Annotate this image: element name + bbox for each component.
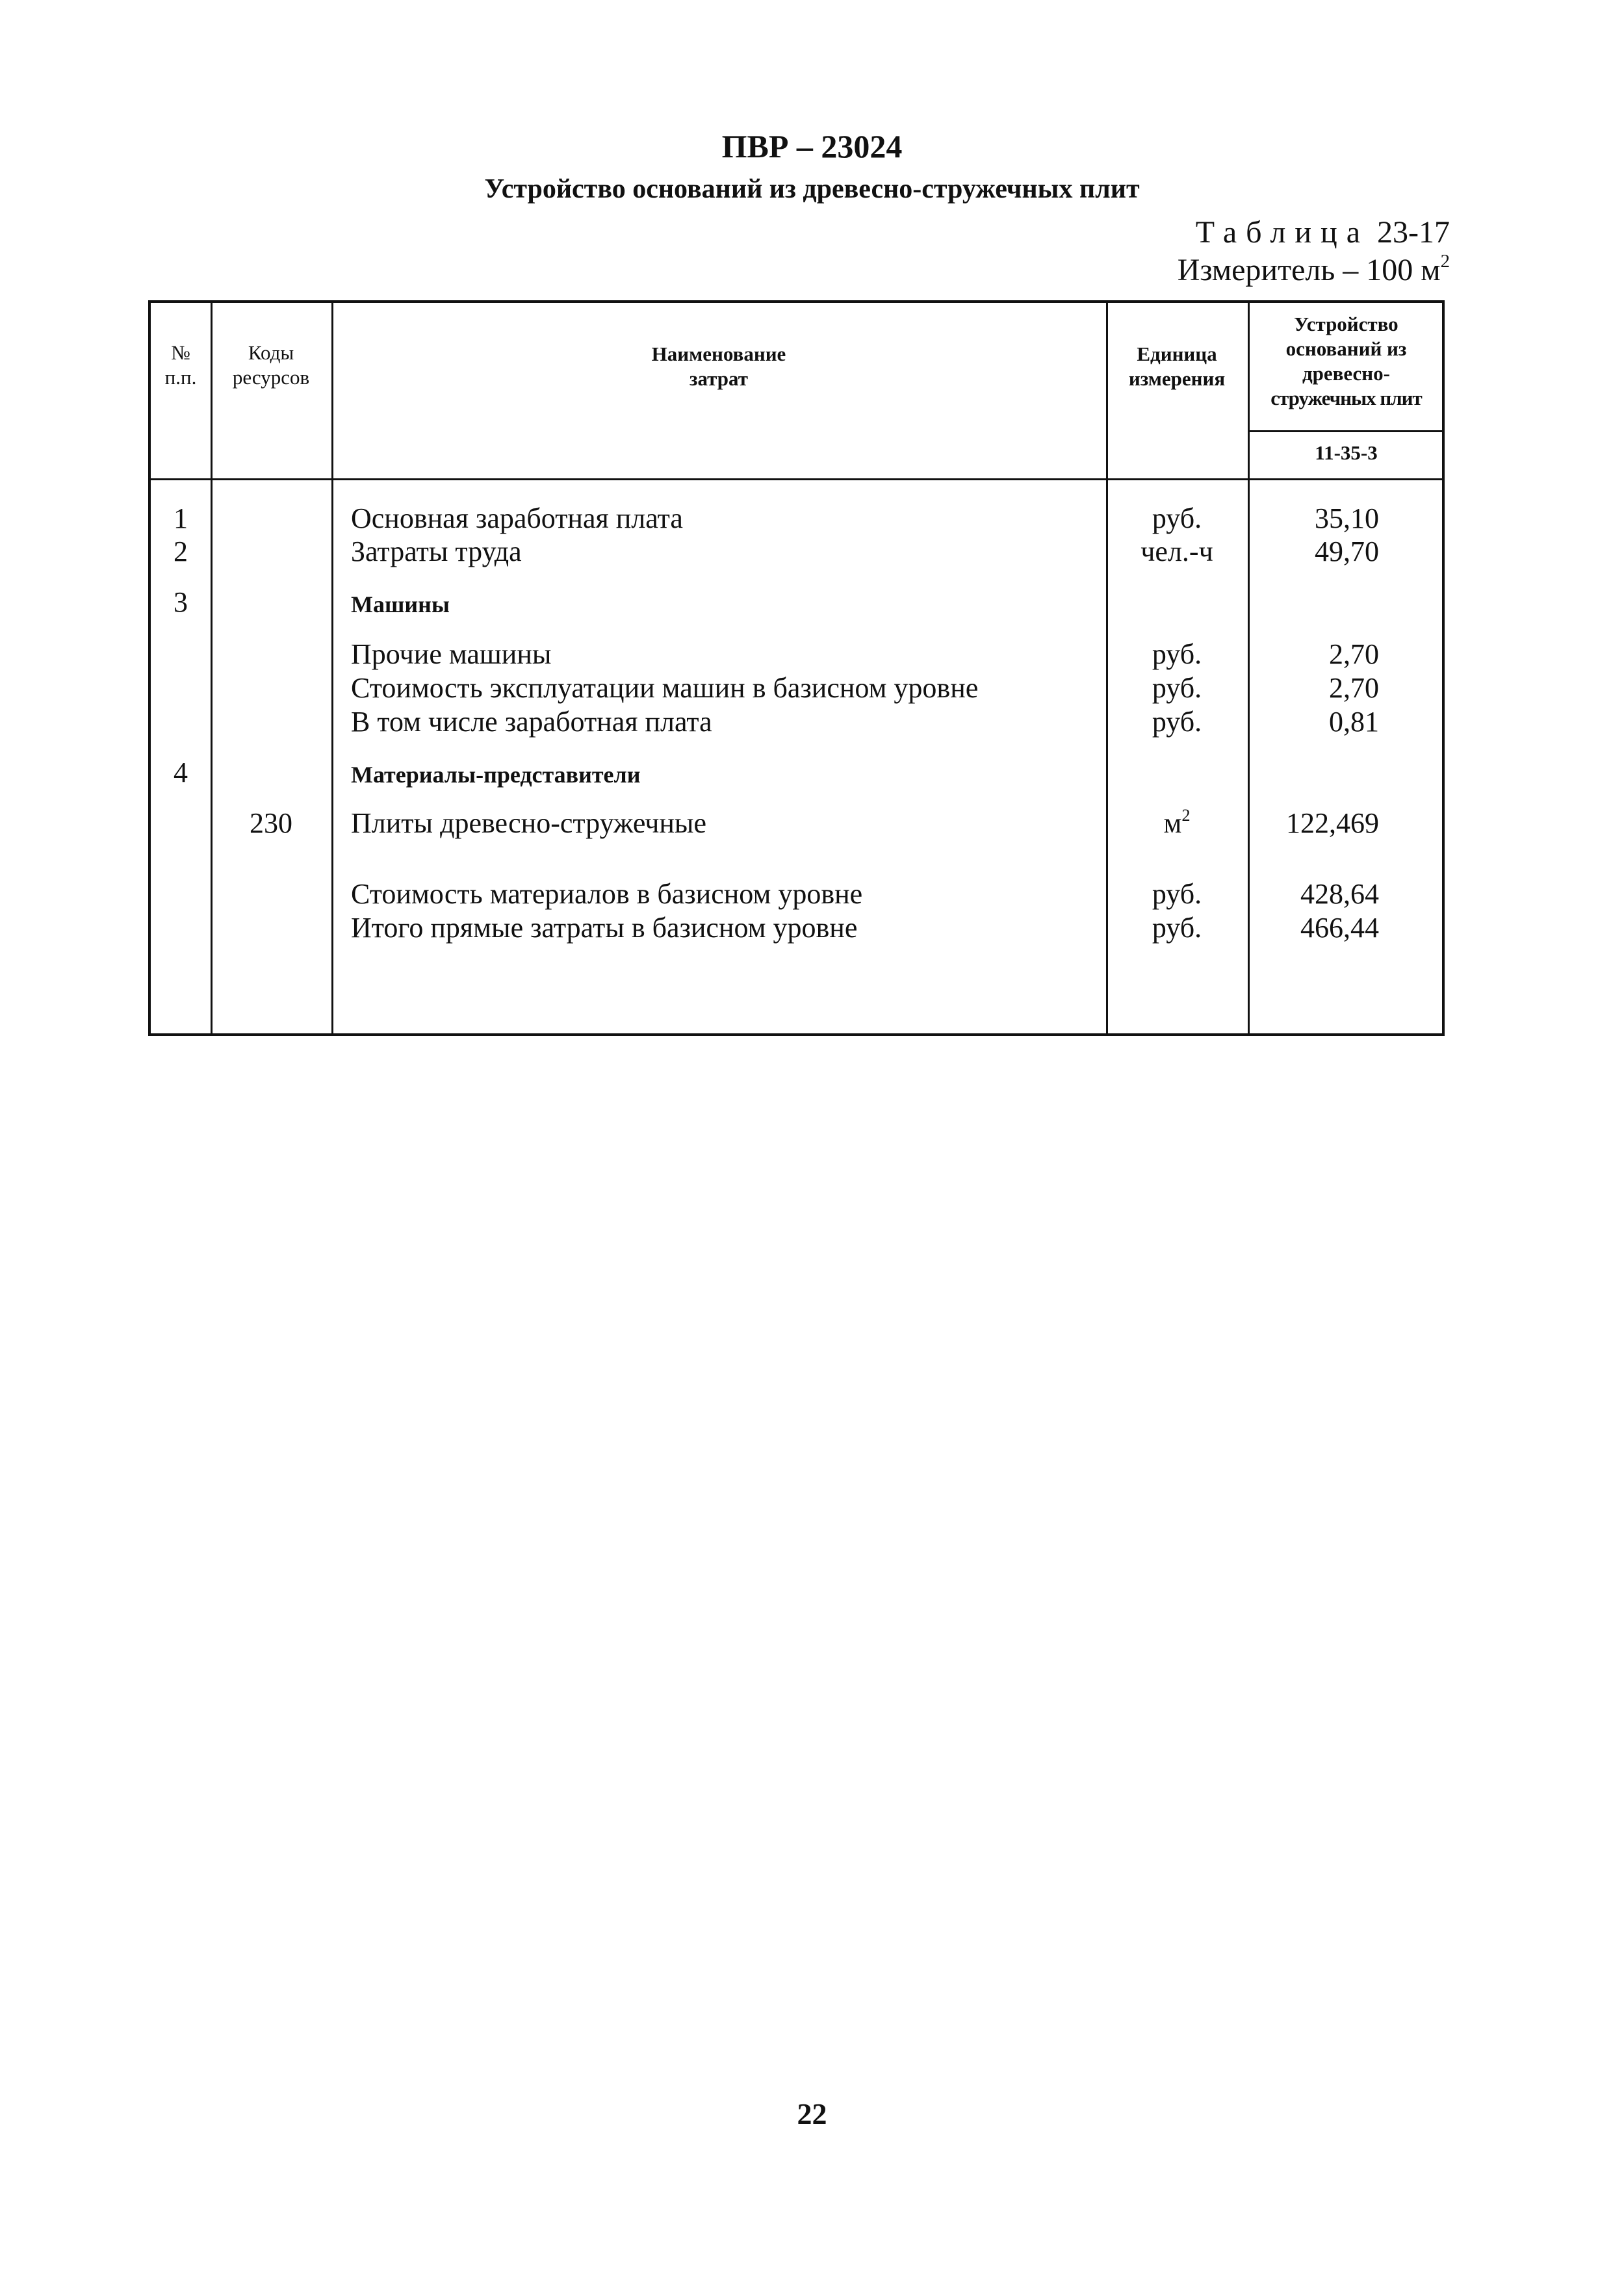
row-machine-wage-unit: руб.: [1152, 706, 1202, 738]
header-codes-line1: Коды: [248, 341, 294, 364]
row-machine-wage-value: 0,81: [1329, 706, 1379, 738]
page-number: 22: [797, 2097, 827, 2130]
header-name-line2: затрат: [690, 367, 748, 390]
divider-num-codes: [211, 303, 213, 1033]
row-material-unit-text: м: [1163, 807, 1182, 839]
row-other-machines-unit: руб.: [1152, 638, 1202, 670]
measure-unit: [1178, 252, 1450, 289]
header-work: [1248, 312, 1445, 411]
work-code-line: [1248, 430, 1442, 432]
document-code: ПВР – 23024: [721, 128, 903, 164]
row-material-value: 122,469: [1286, 807, 1379, 839]
row-material-unit-sup: 2: [1181, 805, 1191, 825]
row-total-direct-name: Итого прямые затраты в базисном уровне: [351, 912, 858, 944]
header-unit-line2: измерения: [1128, 367, 1226, 390]
header-codes: [211, 341, 331, 390]
header-num-line1: №: [171, 341, 190, 364]
row-material-name: Плиты древесно-стружечные: [351, 807, 707, 839]
row-1-unit: руб.: [1152, 502, 1202, 534]
section-materials: Материалы-представители: [351, 762, 641, 788]
work-code-text: 11-35-3: [1315, 441, 1378, 464]
header-work-line3: древесно-: [1302, 362, 1390, 385]
header-work-line2: оснований из: [1285, 337, 1407, 360]
table-reference: [1196, 214, 1450, 251]
measure-text: Измеритель – 100 м: [1177, 253, 1441, 287]
header-num: [151, 341, 211, 390]
row-4-num: 4: [174, 756, 188, 788]
measure-superscript: 2: [1440, 251, 1450, 272]
header-work-line4: стружечных плит: [1270, 387, 1422, 409]
row-material-unit: [1106, 807, 1248, 840]
header-num-line2: п.п.: [164, 366, 197, 389]
header-bottom-line: [151, 478, 1442, 480]
row-machine-cost-unit: руб.: [1152, 672, 1202, 704]
header-work-line1: Устройство: [1294, 313, 1398, 335]
section-machines: Машины: [351, 591, 450, 617]
divider-codes-name: [331, 303, 333, 1033]
cost-table: [148, 300, 1445, 1036]
header-work-code: [1248, 441, 1445, 465]
row-other-machines-value: 2,70: [1329, 638, 1379, 670]
row-materials-cost-value: 428,64: [1300, 878, 1379, 910]
header-unit-line1: Единица: [1137, 342, 1217, 365]
row-total-direct-value: 466,44: [1300, 912, 1379, 944]
row-materials-cost-name: Стоимость материалов в базисном уровне: [351, 878, 863, 910]
row-machine-cost-value: 2,70: [1329, 672, 1379, 704]
row-machine-cost-name: Стоимость эксплуатации машин в базисном уровне: [351, 672, 979, 704]
row-material-code: 230: [250, 807, 292, 839]
row-total-direct-unit: руб.: [1152, 912, 1202, 944]
table-number: 23-17: [1377, 215, 1450, 250]
header-codes-line2: ресурсов: [232, 366, 310, 389]
row-materials-cost-unit: руб.: [1152, 878, 1202, 910]
document-title: Устройство оснований из древесно-стружечных плит: [484, 174, 1140, 204]
row-1-num: 1: [174, 502, 188, 534]
row-2-name: Затраты труда: [351, 536, 522, 567]
row-2-unit: чел.-ч: [1141, 536, 1213, 567]
row-1-name: Основная заработная плата: [351, 502, 683, 534]
row-1-value: 35,10: [1315, 502, 1379, 534]
header-name-line1: Наименование: [651, 342, 786, 365]
row-3-num: 3: [174, 586, 188, 618]
table-word: Таблица: [1195, 215, 1370, 250]
row-2-value: 49,70: [1315, 536, 1379, 567]
row-machine-wage-name: В том числе заработная плата: [351, 706, 712, 738]
header-unit: [1106, 342, 1248, 391]
row-2-num: 2: [174, 536, 188, 567]
header-name: [331, 342, 1106, 391]
row-other-machines-name: Прочие машины: [351, 638, 552, 670]
